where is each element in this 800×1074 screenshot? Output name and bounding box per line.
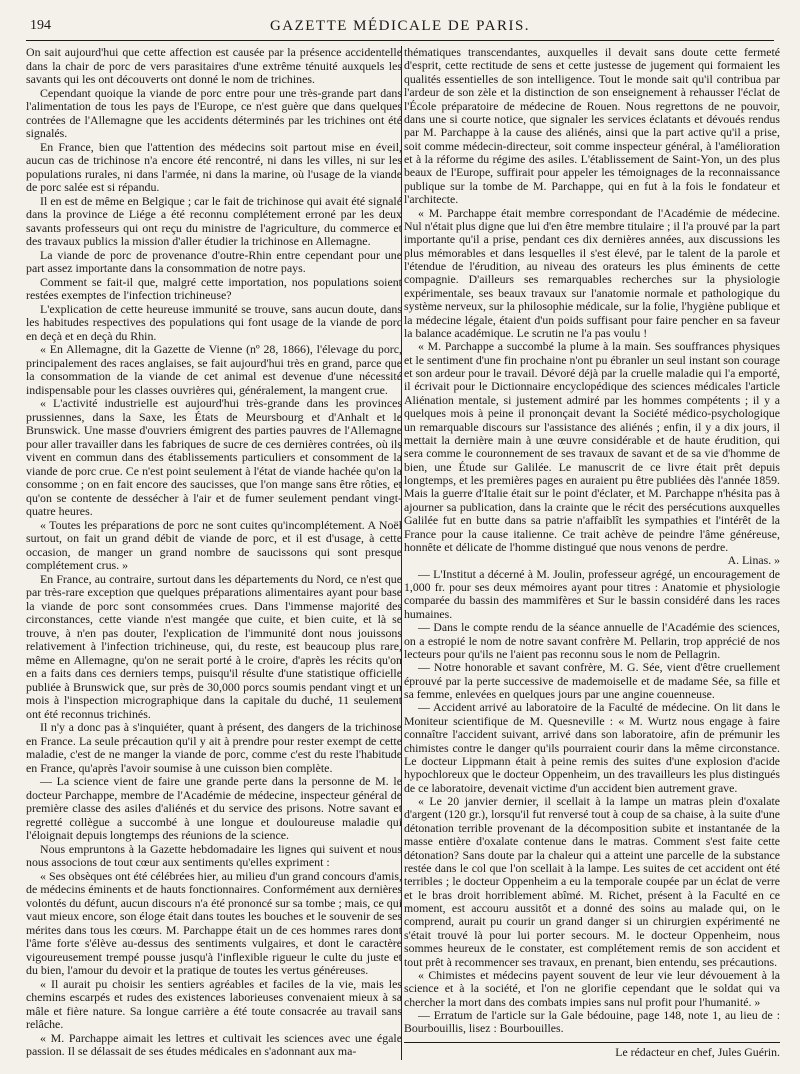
paragraph: — L'Institut a décerné à M. Joulin, professeur agrégé, un encouragement de 1,000 fr. pour ses deux mémoires ayant pour titres : Anatomie et physiologie comparée du bassin des mammifères et Sur le bassin considéré dans les races humaines. bbox=[404, 566, 780, 621]
paragraph: « L'activité industrielle est aujourd'hui très-grande dans les provinces prussiennes, dans la Saxe, les États de Meursbourg et d'Anhalt et le Brunswick. Une masse d'ouvriers émigrent des parties pauvres de l'Allemagne pour aller travailler dans les fabriques de sucre de ces dernières contrées, où ils vivent en commun dans des établissements particuliers et consomment de la viande de porc crue. Ce n'est point seulement à l'état de viande hachée qu'on la consomme ; on en fait encore des saucisses, que l'on mange sans être rôties, et qu'on se contente de dessécher à l'air et de fumer seulement pendant vingt-quatre heures. bbox=[26, 396, 402, 518]
paragraph: « Le 20 janvier dernier, il scellait à la lampe un matras plein d'oxalate d'argent (120 gr.), lorsqu'il fut renversé tout à coup de sa chaise, à la suite d'une détonation terrible provenant de la décomposition subite et instantanée de la masse entière d'oxalate contenue dans le matras. Comment s'est faite cette détonation? Sans doute par la chaleur qui a atteint une parcelle de la substance restée dans le col que l'on scellait à la lampe. Les suites de cet accident ont été terribles ; le docteur Oppenheim a eu la temporale coupée par un éclat de verre et le bras droit horriblement abîmé. M. Richet, présent à la Faculté en ce moment, est accouru aussitôt et a donné des soins au malade qui, on le comprend, aurait pu courir un grand danger si un chirurgien expérimenté ne s'était trouvé là pour lui porter secours. M. le docteur Oppenheim, nous sommes heureux de le constater, est complétement remis de son accident et tout prêt à recommencer ses travaux, en prenant, bien entendu, ses précautions. bbox=[404, 794, 780, 969]
paragraph: « M. Parchappe aimait les lettres et cultivait les sciences avec une égale passion. Il se délassait de ses études médicales en s'adonnant aux ma- bbox=[26, 1030, 402, 1058]
paragraph: « M. Parchappe était membre correspondant de l'Académie de médecine. Nul n'était plus digne que lui d'en être membre titulaire ; il l'a prouvé par la part importante qu'il a prise, pendant ces dix dernières années, aux discussions les plus mémorables et dans lesquelles il s'est élevé, par le talent de la parole et l'étendue de l'érudition, au niveau des orateurs les plus éminents de cette compagnie. D'ailleurs ses remarquables recherches sur la physiologie expérimentale, ses beaux travaux sur l'anatomie normale et pathologique du système nerveux, sur la philosophie médicale, sur la folie, l'hygiène publique et la médecine légale, étaient d'un poids suffisant pour faire pencher en sa faveur la balance académique. Le scrutin ne l'a pas voulu ! bbox=[404, 205, 780, 340]
paragraph: — Dans le compte rendu de la séance annuelle de l'Académie des sciences, on a estropié le nom de notre savant confrère M. Pellarin, trop apprécié de nos lecteurs pour qu'ils ne l'aient pas reconnu sous le nom de Pellagrin. bbox=[404, 620, 780, 661]
paragraph: « Toutes les préparations de porc ne sont cuites qu'incomplétement. A Noël surtout, on fait un grand débit de viande de porc, et il est d'usage, à cette occasion, de manger un grand nombre de saucissons qui sont presque complétement crus. » bbox=[26, 517, 402, 572]
paragraph: « Il aurait pu choisir les sentiers agréables et faciles de la vie, mais les chemins escarpés et rudes des existences laborieuses convenaient mieux à sa mâle et fière nature. Sa longue carrière a été toute consacrée au travail sans relâche. bbox=[26, 976, 402, 1031]
paragraph: Comment se fait-il que, malgré cette importation, nos populations soient restées exemptes de l'infection trichineuse? bbox=[26, 274, 402, 302]
paragraph: L'explication de cette heureuse immunité se trouve, sans aucun doute, dans les habitudes respectives des populations qui font usage de la viande de porc en deçà et en deçà du Rhin. bbox=[26, 301, 402, 343]
paragraph: — Erratum de l'article sur la Gale bédouine, page 148, note 1, au lieu de : Bourbouillis, lisez : Bourbouilles. bbox=[404, 1008, 780, 1036]
paragraph: « Chimistes et médecins payent souvent de leur vie leur dévouement à la science et à la société, et l'on ne glorifie cependant que le soldat qui va chercher la mort dans des combats impies sans nul profit pour l'humanité. » bbox=[404, 967, 780, 1009]
editor-signature: Le rédacteur en chef, Jules Guérin. bbox=[404, 1042, 780, 1059]
paragraph: — Notre honorable et savant confrère, M. G. Sée, vient d'être cruellement éprouvé par la perte successive de mademoiselle et de madame Sée, sa fille et sa femme, enlevées en quelques jours par une angine couenneuse. bbox=[404, 660, 780, 701]
paragraph: — Accident arrivé au laboratoire de la Faculté de médecine. On lit dans le Moniteur scientifique de M. Quesneville : « M. Wurtz nous engage à faire connaître l'accident suivant, arrivé dans son laboratoire, afin de prémunir les chimistes contre le danger qu'ils pourraient courir dans la même circonstance. Le docteur Lippmann était à peine remis des suites d'une explosion d'acide hypochloreux que le docteur Oppenheim, un des travailleurs les plus distingués de ce laboratoire, devenait victime d'un accident bien autrement grave. bbox=[404, 700, 780, 795]
right-column bbox=[404, 46, 780, 1060]
paragraph: thématiques transcendantes, auxquelles il devait sans doute cette fermeté d'esprit, cette rectitude de sens et cette justesse de jugement qui formaient les qualités essentielles de son intelligence. Tout le monde sait qu'il contribua par l'ardeur de son zèle et la distinction de son enseignement à rehausser l'éclat de l'École préparatoire de médecine de Rouen. Nous regrettons de ne pouvoir, dans une si courte notice, que signaler les services éclatants et dévoués rendus par M. Parchappe à la cause des aliénés, ainsi que la part active qu'il a prise, soit comme médecin-directeur, soit comme inspecteur général, à l'amélioration et à la réforme du régime des asiles. L'établissement de Saint-Yon, un des plus beaux de l'Europe, suffirait pour appeler les témoignages de la reconnaissance publique sur la tombe de M. Parchappe, qui en fut à la fois le fondateur et l'architecte. bbox=[404, 45, 780, 207]
paragraph: « En Allemagne, dit la Gazette de Vienne (nº 28, 1866), l'élevage du porc, principalement des races anglaises, se fait aujourd'hui très en grand, parce que la consommation de la viande de cet animal est devenue d'une nécessité indispensable pour les classes ouvrières qui, généralement, la mangent crue. bbox=[26, 342, 402, 397]
journal-title: GAZETTE MÉDICALE DE PARIS. bbox=[269, 18, 531, 34]
author-signature: A. Linas. » bbox=[727, 553, 780, 568]
paragraph: Nous empruntons à la Gazette hebdomadaire les lignes qui suivent et nous nous associons de tout cœur aux sentiments qu'elles expriment : bbox=[26, 841, 402, 869]
paragraph: La viande de porc de provenance d'outre-Rhin entre cependant pour une part assez importante dans la consommation de notre pays. bbox=[26, 247, 402, 275]
paragraph: En France, bien que l'attention des médecins soit partout mise en éveil, aucun cas de trichinose n'a encore été rencontré, ni dans les villes, ni sur les populations rurales, ni dans l'armée, ni dans la marine, où l'usage de la viande de porc salée est si répandu. bbox=[26, 139, 402, 194]
paragraph: « Ses obsèques ont été célébrées hier, au milieu d'un grand concours d'amis, de médecins éminents et de hauts fonctionnaires. Conformément aux dernières volontés du défunt, aucun discours n'a été prononcé sur sa tombe ; mais, ce qui vaut mieux encore, son éloge était dans toutes les bouches et le souvenir de ses mérites dans tous les cœurs. M. Parchappe était un de ces hommes rares dont l'âme forte s'élève au-dessus des sentiments vulgaires, et dont le caractère vigoureusement trempé pousse jusqu'à l'inflexible rigueur le culte du juste et du bien, l'amour du devoir et la pratique de toutes les vertus généreuses. bbox=[26, 868, 402, 977]
paragraph: En France, au contraire, surtout dans les départements du Nord, ce n'est que par très-rare exception que quelques préparations alimentaires ayant pour base la viande de porc sont consommées crues. Dans l'immense majorité des circonstances, cette viande n'est mangée que cuite, et bien cuite, et là se trouve, à n'en pas douter, l'explication de l'immunité dont nous jouissons relativement à l'infection trichineuse, qui, du reste, est beaucoup plus rare, même en Allemagne, qu'on ne serait porté à le croire, d'après les récits qu'on en a faits dans ces derniers temps, puisqu'il résulte d'une statistique officielle publiée à Brunswick que, sur près de 30,000 porcs soumis pendant vingt et un mois à l'inspection micrographique dans la capitale du duché, 11 seulement ont été reconnus trichinés. bbox=[26, 571, 402, 721]
left-column bbox=[26, 46, 402, 1060]
paragraph: « M. Parchappe a succombé la plume à la main. Ses souffrances physiques et le sentiment d'une fin prochaine n'ont pu ébranler un seul instant son courage et son ardeur pour le travail. Dévoré déjà par la cruelle maladie qui l'a emporté, il écrivait pour le Dictionnaire encyclopédique des sciences médicales l'article Aliénation mentale, si justement admiré par les hommes compétents ; il y a quelques mois à peine il prononçait devant la Société médico-psychologique un remarquable discours sur l'assistance des aliénés ; enfin, il y a dix jours, il mettait la dernière main à une œuvre considérable et de haute érudition, qui sera comme le couronnement de ses travaux de savant et de sa vie d'homme de bien, une Étude sur Galilée. Le manuscrit de ce livre était prêt depuis longtemps, et les premières pages en auraient pu être publiées dès l'année 1859. Mais la guerre d'Italie était sur le point d'éclater, et M. Parchappe n'hésita pas à ajourner sa publication, dans la crainte que le récit des persécutions auxquelles Galilée fut en butte dans sa patrie n'affaiblît les sympathies et l'intérêt de la France pour la cause italienne. Ce trait achève de peindre l'âme généreuse, honnête et délicate de l'homme distingué que nous venons de perdre. bbox=[404, 339, 780, 554]
page-header bbox=[26, 14, 774, 41]
paragraph: Cependant quoique la viande de porc entre pour une très-grande part dans l'alimentation de tous les pays de l'Europe, ce n'est guère que dans quelques contrées de l'Allemagne que les accidents déterminés par les trichines ont été signalés. bbox=[26, 85, 402, 140]
paragraph: On sait aujourd'hui que cette affection est causée par la présence accidentelle dans la chair de porc de vers parasitaires d'une extrême ténuité auxquels les savants qui les ont découverts ont donné le nom de trichines. bbox=[26, 45, 402, 86]
paragraph: — La science vient de faire une grande perte dans la personne de M. le docteur Parchappe, membre de l'Académie de médecine, inspecteur général de première classe des asiles d'aliénés et du service des prisons. Notre savant et regretté collègue a succombé à une longue et douloureuse maladie qui l'éloignait depuis longtemps des réunions de la science. bbox=[26, 774, 402, 842]
paragraph: Il n'y a donc pas à s'inquiéter, quant à présent, des dangers de la trichinose en France. La seule précaution qu'il y ait à prendre pour rester exempt de cette maladie, c'est de ne manger la viande de porc, comme c'est du reste l'habitude en France, qu'après l'avoir soumise à une cuisson bien complète. bbox=[26, 720, 402, 775]
paragraph: Il en est de même en Belgique ; car le fait de trichinose qui avait été signalé dans la province de Liége a été reconnu complétement erroné par les deux savants professeurs qui ont reçu du ministre de l'agriculture, du commerce et des travaux publics la mission d'aller étudier la trichinose en Allemagne. bbox=[26, 193, 402, 248]
page-number: 194 bbox=[30, 18, 51, 33]
column-divider bbox=[401, 46, 402, 1060]
